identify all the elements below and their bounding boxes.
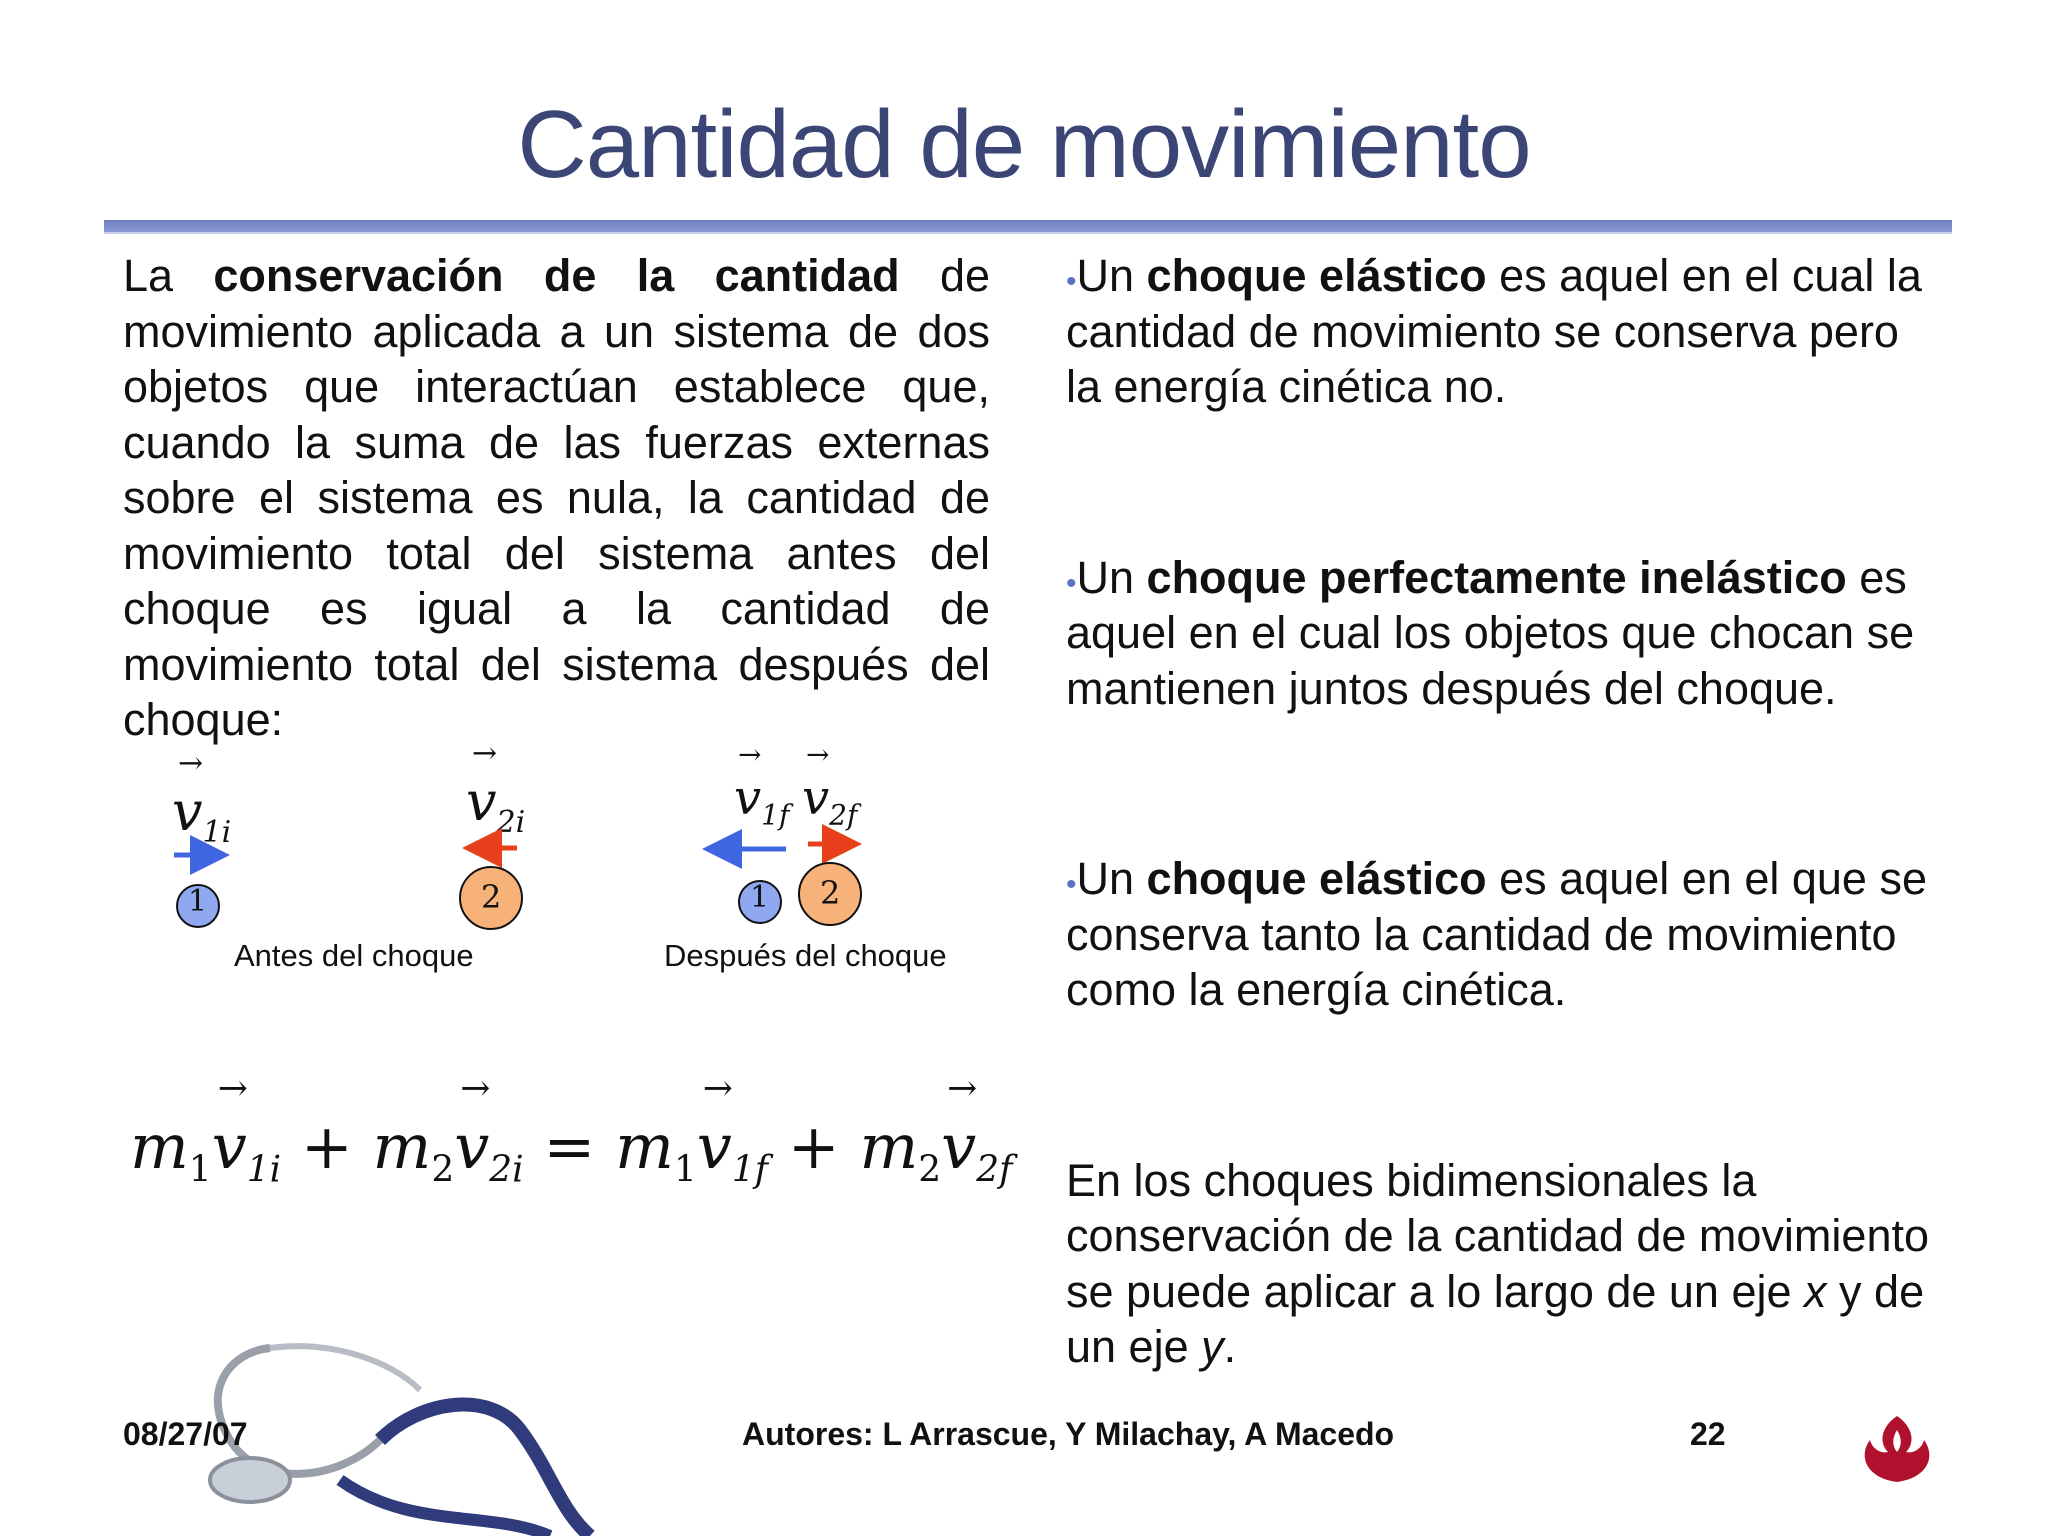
vector-arrow-icon: → bbox=[702, 1068, 733, 1109]
v2i-label: → $v_{2i}$ bbox=[466, 736, 526, 840]
v2f-label: → $v_{2f}$ bbox=[802, 738, 858, 832]
before-collision-label: Antes del choque bbox=[234, 938, 474, 973]
vector-arrow-icon: → bbox=[738, 738, 762, 771]
ball-1-after-label: 1 bbox=[750, 880, 770, 915]
bullet-icon: • bbox=[1066, 566, 1077, 600]
vector-arrow-icon: → bbox=[472, 736, 498, 771]
footer-page-number: 22 bbox=[1690, 1416, 1726, 1452]
para-rest: de movimiento aplicada a un sistema de dos objetos que interactúan establece que, cuando la suma de las fuerzas externas sobre el sistema es nula, la cantidad de movimiento total del sistema antes del choque es igual a la cantidad de movimiento total del sistema después del choque: bbox=[123, 250, 990, 745]
two-dimensional-note: En los choques bidimensionales la conservación de la cantidad de movimiento se puede aplicar a lo largo de un eje x y de un eje y. bbox=[1066, 1154, 1929, 1372]
vector-arrow-icon: → bbox=[217, 1068, 248, 1109]
ball-1-before-label: 1 bbox=[188, 884, 208, 919]
stethoscope-icon bbox=[190, 1330, 610, 1536]
vector-arrow-icon: → bbox=[806, 738, 830, 771]
ball-2-before-label: 2 bbox=[481, 878, 502, 916]
diagram-graphics bbox=[0, 0, 1000, 1000]
vector-arrow-icon: → bbox=[178, 746, 204, 781]
v1f-label: → $v_{1f}$ bbox=[734, 738, 790, 832]
after-collision-label: Después del choque bbox=[664, 938, 947, 973]
bullet-item-inelastic: •Un choque perfectamente inelástico es aquel en el cual los objetos que chocan se mantienen juntos después del choque. bbox=[1066, 551, 1915, 714]
vector-arrow-icon: → bbox=[460, 1068, 491, 1109]
right-column bbox=[1066, 248, 1946, 1375]
footer-date: 08/27/07 bbox=[123, 1416, 248, 1452]
footer-authors: Autores: L Arrascue, Y Milachay, A Macedo bbox=[742, 1416, 1395, 1452]
v1i-label: → $v_{1i}$ bbox=[172, 746, 232, 850]
slide-title: Cantidad de movimiento bbox=[517, 91, 1531, 198]
ball-2-after-label: 2 bbox=[820, 874, 841, 912]
bullet-icon: • bbox=[1066, 265, 1077, 298]
para-bold: conservación de la cantidad bbox=[213, 250, 900, 301]
bullet-item-elastic-2: •Un choque elástico es aquel en el que se conserva tanto la cantidad de movimiento como la energía cinética. bbox=[1066, 853, 1927, 1015]
bullet-icon: • bbox=[1066, 868, 1077, 901]
para-lead: La bbox=[123, 250, 214, 301]
momentum-equation: $m_1$ → $v_{1i} + m_2$ → $v_{2i} = m_1$ → $v_{1f} + m_2$ → $v_{2f}$ bbox=[130, 1068, 1013, 1191]
vector-arrow-icon: → bbox=[947, 1068, 978, 1109]
bullet-item-elastic: •Un choque elástico es aquel en el cual la cantidad de movimiento se conserva pero la energía cinética no. bbox=[1066, 250, 1922, 412]
upc-logo-icon bbox=[1852, 1412, 1942, 1486]
